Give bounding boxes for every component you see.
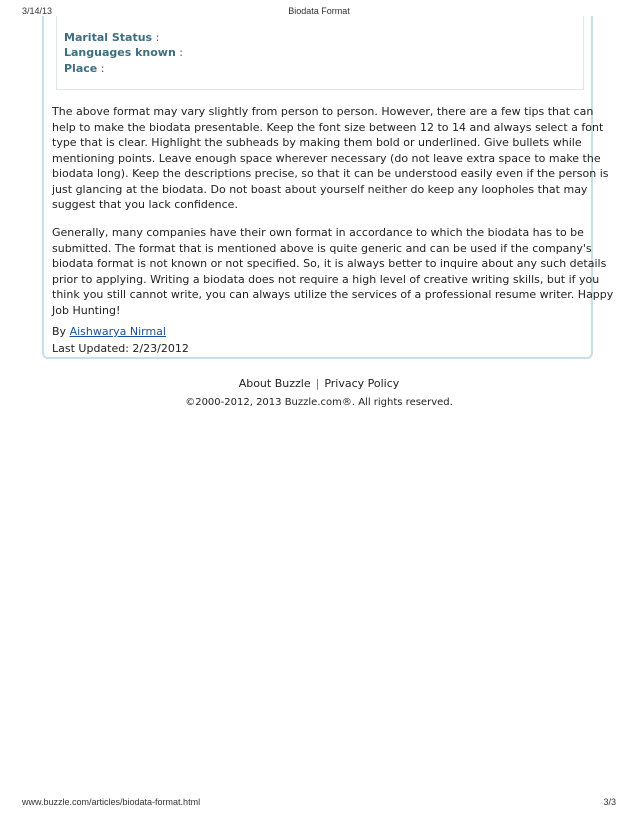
field-separator: : bbox=[175, 46, 184, 59]
last-updated: Last Updated: 2/23/2012 bbox=[52, 342, 189, 355]
conclusion-paragraph bbox=[52, 225, 614, 318]
paragraph-line: biodata long). Keep the descriptions precise, so that it can be understood easily even if the person is bbox=[52, 167, 609, 180]
field-label: Marital Status bbox=[64, 31, 153, 44]
paragraph-line: mentioning points. Leave enough space wherever necessary (do not leave extra space to make the bbox=[52, 151, 601, 165]
paragraph-line: prior to applying. Writing a biodata does not require a high level of creative writing skills, but if you bbox=[52, 272, 600, 286]
print-title: Biodata Format bbox=[288, 6, 350, 16]
paragraph-line: Generally, many companies have their own format in accordance to which the biodata has to be bbox=[52, 226, 584, 239]
field-separator: : bbox=[152, 31, 160, 44]
print-footer bbox=[0, 797, 638, 813]
paragraph-line: Job Hunting! bbox=[52, 303, 121, 317]
paragraph-line: The above format may vary slightly from person to person. However, there are a few tips that can bbox=[52, 105, 594, 118]
field-place bbox=[64, 62, 104, 75]
privacy-link[interactable]: Privacy Policy bbox=[324, 377, 400, 390]
paragraph-line: just glancing at the biodata. Do not boast about yourself neither do keep any loopholes that may bbox=[52, 182, 588, 196]
field-marital-status bbox=[64, 31, 159, 44]
paragraph-line: think you still cannot write, you can always utilize the services of a professional resume writer. Happy bbox=[52, 288, 614, 301]
paragraph-line: suggest that you lack confidence. bbox=[52, 198, 238, 211]
field-label: Languages known bbox=[64, 46, 176, 59]
footer-links bbox=[0, 377, 638, 390]
print-date: 3/14/13 bbox=[22, 6, 53, 16]
author-link[interactable]: Aishwarya Nirmal bbox=[69, 325, 166, 338]
field-separator: : bbox=[97, 62, 105, 75]
print-url: www.buzzle.com/articles/biodata-format.html bbox=[22, 797, 201, 807]
byline-prefix: By bbox=[52, 325, 70, 338]
footer-separator: | bbox=[315, 377, 320, 390]
field-languages-known bbox=[64, 46, 183, 59]
about-link[interactable]: About Buzzle bbox=[238, 377, 311, 390]
field-label: Place bbox=[64, 62, 98, 75]
paragraph-line: biodata format is not known or not specified. So, it is always better to inquire about any such details bbox=[52, 257, 607, 270]
tips-paragraph bbox=[52, 104, 609, 213]
paragraph-line: type that is clear. Highlight the subheads by making them bold or underlined. Give bullets while bbox=[52, 136, 582, 149]
paragraph-line: help to make the biodata presentable. Keep the font size between 12 to 14 and always select a font bbox=[52, 120, 604, 134]
byline bbox=[52, 324, 592, 340]
paragraph-line: submitted. The format that is mentioned above is quite generic and can be used if the company's bbox=[52, 241, 592, 255]
page-number: 3/3 bbox=[603, 797, 616, 807]
copyright: ©2000-2012, 2013 Buzzle.com®. All rights reserved. bbox=[185, 397, 453, 408]
